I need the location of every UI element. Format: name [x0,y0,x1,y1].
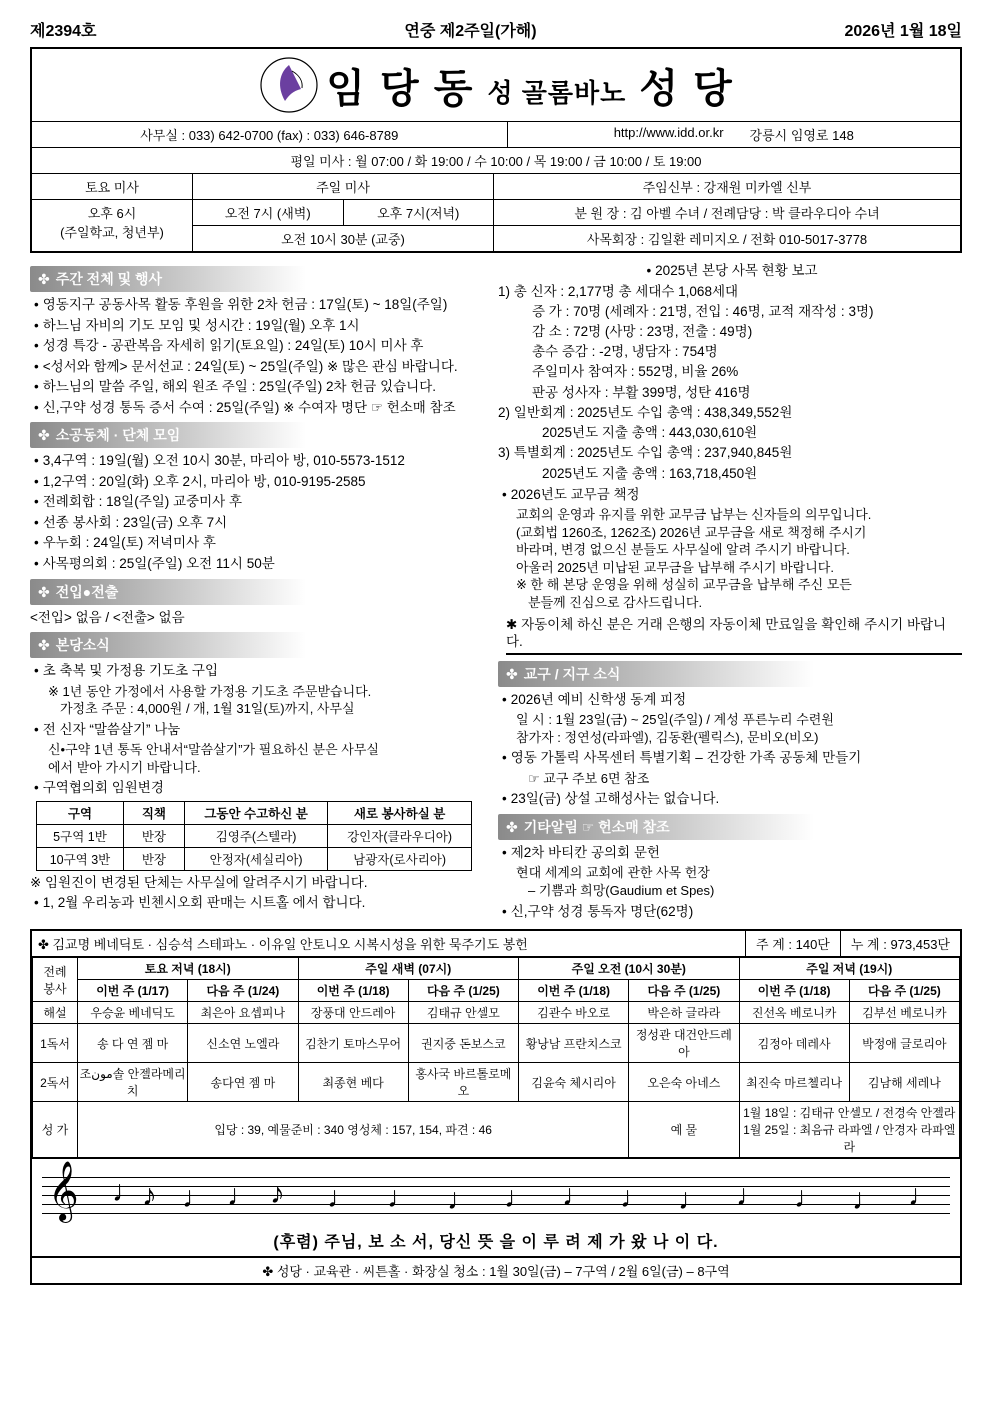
issue-date: 2026년 1월 18일 [844,23,962,40]
rosary-total-value: 973,453단 [890,937,950,953]
table-cell: 최은아 요셉피나 [188,1002,298,1024]
table-cell: 우승윤 베네딕도 [78,1002,188,1024]
note-icon: ♩ [182,1181,212,1215]
hymn-numbers: 입당 : 39, 예물준비 : 340 영성체 : 157, 154, 파견 : 46 [78,1102,629,1158]
table-row [33,1063,960,1102]
list-item-text: 선종 봉사회 : 23일(금) 오후 7시 [42,514,228,530]
service-role-header-line2: 봉사 [43,981,67,996]
right-column [498,260,962,923]
list-item-text: 1, 2월 우리농과 빈첸시오회 판매는 시트홀 에서 합니다. [42,895,366,911]
report-item-3 [498,444,962,462]
section-etc-header [498,814,814,840]
note-icon: ♩ [562,1179,592,1213]
table-row [33,1024,960,1063]
list-item: • 하느님 자비의 기도 모임 및 성시간 : 19일(월) 오후 1시 [34,317,360,333]
report-item-1 [498,283,962,301]
news-sub-text: ※ 1년 동안 가정에서 사용할 가정용 기도초 주문받습니다. [48,683,372,699]
liturgical-day: 연중 제2주일(가해) [404,23,537,40]
cross-icon: ✤ [38,271,50,287]
list-item-text: 하느님의 말씀 주일, 해외 원조 주일 : 25일(주일) 2차 헌금 있습니다. [42,379,436,395]
table-header-cell: 새로 봉사하실 분 [328,801,472,824]
left-column [30,260,484,923]
table-header-cell: 구역 [37,801,124,824]
rosary-total-label: 누 계 : [850,937,887,953]
list-item: • 하느님의 말씀 주일, 해외 원조 주일 : 25일(주일) 2차 헌금 있습니다. [34,379,436,395]
table-cell: 박은하 글라라 [629,1002,739,1024]
saturday-mass-block [32,174,193,251]
list-item: • 전례회합 : 18일(주일) 교중미사 후 [34,494,242,510]
group-header: 주일 저녁 (19시) [739,958,960,980]
saturday-mass-time [32,200,192,244]
list-item-text: <성서와 함께> 문서선교 : 24일(토) ~ 25일(주일) ※ 많은 관심 바랍니다. [42,358,458,374]
week-col-header: 다음 주 (1/25) [849,980,959,1002]
list-item-text: 초 축복 및 가정용 기도초 구입 [42,663,218,679]
bottom-block [30,929,962,1285]
week-col-header: 이번 주 (1/18) [519,980,629,1002]
list-item-text: 전례회합 : 18일(주일) 교중미사 후 [42,494,242,510]
report-item-3-label: 3) [498,445,511,461]
list-item: • 영동 가톨릭 사목센터 특별기획 – 건강한 가족 공동체 만들기 [502,750,862,766]
report-title-text: 2025년 본당 사목 현황 보고 [655,263,818,278]
section-small-groups-header [30,422,306,448]
sunday-mass-block [193,174,494,251]
table-cell: 송 다 연 젬 마 [78,1024,188,1063]
list-item: • 선종 봉사회 : 23일(금) 오후 7시 [34,514,228,530]
rosary-week-label: 주 계 : [756,937,792,953]
table-cell: 박정애 글로리아 [849,1024,959,1063]
dues-line: 아울러 2025년 미납된 교무금을 납부해 주시기 바랍니다. [516,559,834,575]
service-role-header [33,958,78,1002]
list-item-text: 전 신자 “말씀살기” 나눔 [42,721,181,737]
parish-title-row [32,49,960,122]
list-item-text: 1,2구역 : 20일(화) 오후 2시, 마리아 방, 010-9195-2585 [42,473,366,489]
liturgy-service-table [32,957,960,1158]
list-item: • 1,2구역 : 20일(화) 오후 2시, 마리아 방, 010-9195-2585 [34,473,366,489]
group-header: 주일 새벽 (07시) [298,958,519,980]
report-line: 주일미사 참여자 : 552명, 비율 26% [532,364,739,380]
list-item: • 초 축복 및 가정용 기도초 구입 [34,663,218,679]
table-cell: 김찬기 토마스무어 [298,1024,408,1063]
list-item-text: 사목평의회 : 25일(주일) 오전 11시 50분 [42,556,275,572]
service-role-header-line1: 전례 [43,964,67,979]
table-header-cell: 그동안 수고하신 분 [184,801,327,824]
report-line: 증 가 : 70명 (세례자 : 21명, 전입 : 46명, 교적 재작성 : 3명) [532,303,874,319]
saturday-mass-hour: 오후 6시 [87,206,137,221]
council-president: 사목회장 : 김일환 레미지오 / 전화 010-5017-3778 [586,232,868,247]
top-line [30,18,962,41]
list-item: • 제2차 바티칸 공의회 문헌 [502,844,660,860]
list-item: • 우누회 : 24일(토) 저녁미사 후 [34,535,216,551]
table-cell: 최진숙 마르첼리나 [739,1063,849,1102]
note-icon: ♩ [112,1175,142,1209]
table-cell: 김태규 안셀모 [408,1002,518,1024]
offering-line-1: 1월 18일 : 김태규 안셀모 / 전경숙 안젤라 [743,1106,956,1121]
report-item-2-text: 일반회계 : 2025년도 수입 총액 : 438,349,552원 [513,404,793,420]
dues-line: ※ 한 해 본당 운영을 위해 성실히 교무금을 납부해 주신 모든 [516,577,852,593]
parish-title [326,57,734,114]
music-score [32,1158,960,1257]
transfer-text: <전입> 없음 / <전출> 없음 [30,609,185,625]
row-label: 2독서 [33,1063,78,1102]
week-col-header: 이번 주 (1/17) [78,980,188,1002]
weekday-mass-row [32,148,960,174]
table-cell: 오은숙 아네스 [629,1063,739,1102]
parish-title-main: 임 당 동 [326,66,475,111]
report-item-2 [498,404,962,422]
diocese-sub-text: 일 시 : 1월 23일(금) ~ 25일(주일) / 계성 푸른누리 수련원 [516,712,834,728]
section-weekly-events-header [30,266,306,292]
table-cell: 권지중 돈보스코 [408,1024,518,1063]
news-sub-text: 신•구약 1년 통독 안내서“말씀살기”가 필요하신 분은 사무실 [48,742,379,758]
note-icon: ♩ [227,1179,257,1213]
list-item-text: 신,구약 성경 통독자 명단(62명) [510,903,694,919]
table-cell: 김영주(스텔라) [184,824,327,847]
table-header-row [33,958,960,980]
hymn-lyrics: (후렴) 주님, 보 소 서, 당신 뜻 을 이 루 려 제 가 왔 나 이 다. [273,1234,719,1252]
table-row [37,824,472,847]
list-item-text: 23일(금) 상설 고해성사는 없습니다. [510,791,720,807]
table-cell: 10구역 3반 [37,847,124,870]
note-icon: ♩ [504,1181,534,1215]
table-cell: 김윤숙 체시리아 [519,1063,629,1102]
office-phone: 사무실 : 033) 642-0700 (fax) : 033) 646-8789 [32,122,508,147]
sunday-evening-mass: 오후 7시(저녁) [377,206,460,221]
offering-names [739,1102,960,1158]
row-label: 1독서 [33,1024,78,1063]
table-cell: 최종현 베다 [298,1063,408,1102]
staff-block [494,174,960,251]
group-header: 주일 오전 (10시 30분) [519,958,740,980]
list-item: • <성서와 함께> 문서선교 : 24일(토) ~ 25일(주일) ※ 많은 관심 바랍니다. [34,358,458,374]
note-icon: ♩ [327,1181,357,1215]
sunday-main-mass: 오전 10시 30분 (교중) [281,232,405,247]
main-content [30,260,962,923]
dues-line: 교회의 운영과 유지를 위한 교무금 납부는 신자들의 의무입니다. [516,507,872,523]
list-item-text: 신,구약 성경 통독 증서 수여 : 25일(주일) ※ 수여자 명단 ☞ 헌소매 참조 [42,399,456,415]
mass-schedule-row [32,174,960,251]
list-item-text: 구역협의회 임원변경 [42,780,164,796]
list-item: • 2026년 예비 신학생 동계 피정 [502,691,687,707]
contact-row [32,122,960,148]
report-line: 총수 증감 : -2명, 냉담자 : 754명 [532,344,718,360]
section-parish-news-header [30,632,306,658]
week-col-header: 다음 주 (1/24) [188,980,298,1002]
note-icon: ♩ [447,1183,477,1217]
week-col-header: 다음 주 (1/25) [629,980,739,1002]
list-item: • 23일(금) 상설 고해성사는 없습니다. [502,791,720,807]
section-small-groups-title: 소공동체 · 단체 모임 [55,427,181,444]
list-item-text: 우누회 : 24일(토) 저녁미사 후 [42,535,216,551]
list-item-text: 영동지구 공동사목 활동 후원을 위한 2차 헌금 : 17일(토) ~ 18일(주일) [42,297,448,312]
table-cell: 신소연 노엘라 [188,1024,298,1063]
note-icon: ♩ [387,1181,417,1215]
report-item-1-text: 총 신자 : 2,177명 총 세대수 1,068세대 [513,283,739,299]
week-col-header: 다음 주 (1/25) [408,980,518,1002]
list-item: • 1, 2월 우리농과 빈첸시오회 판매는 시트홀 에서 합니다. [34,895,366,911]
table-cell: 송다연 젬 마 [188,1063,298,1102]
saturday-mass-note: (주일학교, 청년부) [60,225,164,240]
parish-title-end: 성 당 [639,66,734,111]
saturday-mass-label: 토요 미사 [32,174,192,200]
table-cell: 5구역 1반 [37,824,124,847]
report-item-1-label: 1) [498,283,511,299]
section-etc-title: 기타알림 ☞ 헌소매 참조 [523,818,670,835]
note-icon: ♩ [794,1181,824,1215]
sunday-mass-times [193,200,493,226]
dues-line: 분들께 진심으로 감사드립니다. [528,595,703,611]
note-icon: ♩ [736,1179,766,1213]
auto-transfer-note: ✱ 자동이체 하신 분은 거래 은행의 자동이체 만료일을 확인해 주시기 바랍니다. [506,616,962,655]
note-icon: ♪ [142,1179,157,1213]
masthead [30,47,962,253]
table-row [37,847,472,870]
sunday-dawn-mass: 오전 7시 (새벽) [193,200,344,225]
diocese-sub-text: 참가자 : 정연성(라파엘), 김동환(펠릭스), 문비오(비오) [516,729,819,745]
note-icon: ♩ [620,1181,650,1215]
group-header: 토요 저녁 (18시) [78,958,299,980]
report-line: 2025년도 지출 총액 : 163,718,450원 [542,465,758,481]
sisters-names: 분 원 장 : 김 아벨 수녀 / 전례담당 : 박 클라우디아 수녀 [494,200,960,226]
district-officers-table [36,801,472,871]
section-transfer-title: 전입●전출 [55,583,119,600]
rosary-week-value: 140단 [795,937,830,953]
list-item: • 성경 특강 - 공관복음 자세히 읽기(토요일) : 24일(토) 10시 미사 후 [34,338,424,354]
dues-line: (교회법 1260조, 1262조) 2026년 교무금을 새로 책정해 주시기 [516,524,867,540]
section-parish-news-title: 본당소식 [55,637,110,654]
table-cell: 김관수 바오로 [519,1002,629,1024]
table-cell: 조مون솔 안젤라메리치 [78,1063,188,1102]
treble-clef-icon: 𝄞 [48,1162,79,1221]
list-item-text: 하느님 자비의 기도 모임 및 성시간 : 19일(월) 오후 1시 [42,317,360,333]
table-header-row [37,801,472,824]
dues-title: 2026년도 교무금 책정 [510,486,640,502]
list-item: • 신,구약 성경 통독자 명단(62명) [502,903,694,919]
table-cell: 반장 [123,847,184,870]
news-sub-text: 에서 받아 가시기 바랍니다. [48,759,201,775]
table-row [33,1002,960,1024]
table-cell: 강인자(클라우디아) [328,824,472,847]
rosary-row [32,931,960,957]
report-title: • 2025년 본당 사목 현황 보고 [646,263,818,278]
staff-lines [42,1163,950,1227]
table-cell: 김부선 베로니카 [849,1002,959,1024]
rosary-intention: ✤ 김교명 베네딕토 · 심승석 스테파노 · 이유일 안토니오 시복시성을 위한 묵주기도 봉헌 [38,937,528,953]
list-item-text: 성경 특강 - 공관복음 자세히 읽기(토요일) : 24일(토) 10시 미사 후 [42,338,424,354]
table-cell: 김정아 데레사 [739,1024,849,1063]
offering-label: 예 물 [629,1102,739,1158]
list-item: • 영동지구 공동사목 활동 후원을 위한 2차 헌금 : 17일(토) ~ 18일(주일) [34,297,448,312]
etc-sub-text: 현대 세계의 교회에 관한 사목 헌장 [516,865,710,881]
list-item: • 사목평의회 : 25일(주일) 오전 11시 50분 [34,556,275,572]
rosary-week [745,931,840,956]
rosary-total [840,931,960,956]
section-diocese-title: 교구 / 지구 소식 [523,665,621,682]
table-cell: 안정자(세실리아) [184,847,327,870]
note-group [42,1163,950,1227]
cross-icon: ✤ [38,637,50,654]
note-icon: ♩ [678,1183,708,1217]
officers-note: ※ 임원진이 변경된 단체는 사무실에 알려주시기 바랍니다. [30,874,368,890]
diocese-sub-text: ☞ 교구 주보 6면 참조 [528,770,650,786]
issue-number: 제2394호 [30,23,97,40]
table-cell: 황낭남 프란치스코 [519,1024,629,1063]
sunday-mass-label: 주일 미사 [193,174,493,200]
table-cell: 정성관 대건안드레아 [629,1024,739,1063]
table-cell: 홍사국 바르톨로메오 [408,1063,518,1102]
note-icon: ♪ [270,1177,285,1211]
note-icon: ♩ [852,1183,882,1217]
section-weekly-events-title: 주간 전체 및 행사 [55,271,163,287]
report-item-3-text: 특별회계 : 2025년도 수입 총액 : 237,940,845원 [513,445,793,461]
week-col-header: 이번 주 (1/18) [298,980,408,1002]
parish-address: 강릉시 임영로 148 [749,128,854,143]
hymn-label: 성 가 [33,1102,78,1158]
row-label: 해설 [33,1002,78,1024]
list-item-text: 2026년 예비 신학생 동계 피정 [510,691,687,707]
news-sub-text: 가정초 주문 : 4,000원 / 개, 1월 31일(토)까지, 사무실 [60,701,355,717]
section-transfer-header [30,579,306,605]
table-cell: 진선옥 베로니카 [739,1002,849,1024]
parish-title-small: 성 골롬바노 [487,77,627,108]
report-line: 판공 성사자 : 부활 399명, 성탄 416명 [532,384,751,400]
table-cell: 남광자(로사리아) [328,847,472,870]
list-item: • 전 신자 “말씀살기” 나눔 [34,721,181,737]
list-item: • 신,구약 성경 통독 증서 수여 : 25일(주일) ※ 수여자 명단 ☞ 헌소매 참조 [34,399,456,415]
table-cell: 반장 [123,824,184,847]
weekday-mass-times: 평일 미사 : 월 07:00 / 화 19:00 / 수 10:00 / 목 19:00 / 금 10:00 / 토 19:00 [290,154,702,169]
cross-icon: ✤ [38,427,50,444]
offering-line-2: 1월 25일 : 최음규 라파엘 / 안경자 라파엘라 [743,1123,956,1155]
cross-icon: ✤ [506,665,518,682]
parish-logo-icon [258,56,320,114]
cleaning-schedule: ✤ 성당 · 교육관 · 씨튼홀 · 화장실 청소 : 1월 30일(금) – 7구역 / 2월 6일(금) – 8구역 [32,1257,960,1283]
report-line: 감 소 : 72명 (사망 : 23명, 전출 : 49명) [532,323,753,339]
note-icon: ♩ [908,1179,938,1213]
hymn-row [33,1102,960,1158]
homepage-link[interactable]: http://www.idd.or.kr [613,125,724,140]
list-item: • 3,4구역 : 19일(월) 오전 10시 30분, 마리아 방, 010-5573-1512 [34,453,405,469]
table-subheader-row [33,980,960,1002]
list-item: • 구역협의회 임원변경 [34,780,164,796]
dues-line: 바라며, 변경 없으신 분들도 사무실에 알려 주시기 바랍니다. [516,542,850,558]
office-web-address [508,122,960,147]
cross-icon: ✤ [506,818,518,835]
table-cell: 장풍대 안드레아 [298,1002,408,1024]
pastor-name: 주임신부 : 강재원 미카엘 신부 [494,174,960,200]
list-item-text: 영동 가톨릭 사목센터 특별기획 – 건강한 가족 공동체 만들기 [510,750,862,766]
section-diocese-header [498,661,814,687]
list-item-text: 3,4구역 : 19일(월) 오전 10시 30분, 마리아 방, 010-5573-1512 [42,453,405,469]
report-item-2-label: 2) [498,404,511,420]
table-cell: 김남해 세레나 [849,1063,959,1102]
dues-item: • 2026년도 교무금 책정 [502,486,640,502]
cross-icon: ✤ [38,583,50,600]
table-header-cell: 직책 [123,801,184,824]
week-col-header: 이번 주 (1/18) [739,980,849,1002]
report-line: 2025년도 지출 총액 : 443,030,610원 [542,425,758,441]
list-item-text: 제2차 바티칸 공의회 문헌 [510,844,660,860]
etc-sub-text: – 기쁨과 희망(Gaudium et Spes) [528,883,715,899]
